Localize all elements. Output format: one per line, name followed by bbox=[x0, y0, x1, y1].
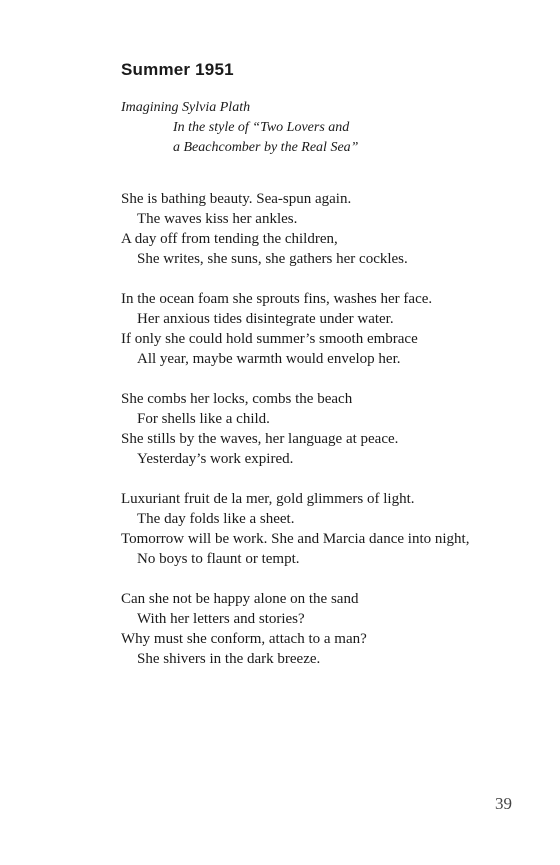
poem-line: She is bathing beauty. Sea-spun again. bbox=[121, 191, 352, 207]
stanza bbox=[121, 389, 521, 469]
epigraph-line: In the style of “Two Lovers and bbox=[173, 120, 350, 135]
poem-line: The day folds like a sheet. bbox=[137, 511, 295, 527]
poem-line: Luxuriant fruit de la mer, gold glimmers of light. bbox=[121, 491, 415, 507]
stanza bbox=[121, 589, 521, 669]
stanza bbox=[121, 189, 521, 269]
page-number: 39 bbox=[495, 794, 512, 813]
poem-line: Why must she conform, attach to a man? bbox=[121, 631, 367, 647]
poem-line: No boys to flaunt or tempt. bbox=[137, 551, 300, 567]
poem-line: With her letters and stories? bbox=[137, 611, 305, 627]
poem-line: She stills by the waves, her language at peace. bbox=[121, 431, 399, 447]
poem-line: Can she not be happy alone on the sand bbox=[121, 591, 359, 607]
stanza bbox=[121, 289, 521, 369]
stanza bbox=[121, 489, 521, 569]
epigraph bbox=[121, 98, 358, 158]
poem-line: She shivers in the dark breeze. bbox=[137, 651, 321, 667]
poem-line: A day off from tending the children, bbox=[121, 231, 338, 247]
poem-line: The waves kiss her ankles. bbox=[137, 211, 298, 227]
poem-title: Summer 1951 bbox=[121, 60, 234, 79]
poem-line: Her anxious tides disintegrate under water. bbox=[137, 311, 394, 327]
poem-body bbox=[121, 189, 521, 689]
poem-line: She combs her locks, combs the beach bbox=[121, 391, 353, 407]
epigraph-line: a Beachcomber by the Real Sea” bbox=[173, 140, 359, 155]
poem-line: She writes, she suns, she gathers her cockles. bbox=[137, 251, 408, 267]
poem-line: In the ocean foam she sprouts fins, washes her face. bbox=[121, 291, 433, 307]
poem-line: For shells like a child. bbox=[137, 411, 270, 427]
poem-line: Tomorrow will be work. She and Marcia dance into night, bbox=[121, 531, 470, 547]
poem-line: Yesterday’s work expired. bbox=[137, 451, 294, 467]
poem-line: If only she could hold summer’s smooth embrace bbox=[121, 331, 418, 347]
poem-line: All year, maybe warmth would envelop her. bbox=[137, 351, 401, 367]
epigraph-line: Imagining Sylvia Plath bbox=[121, 100, 251, 115]
